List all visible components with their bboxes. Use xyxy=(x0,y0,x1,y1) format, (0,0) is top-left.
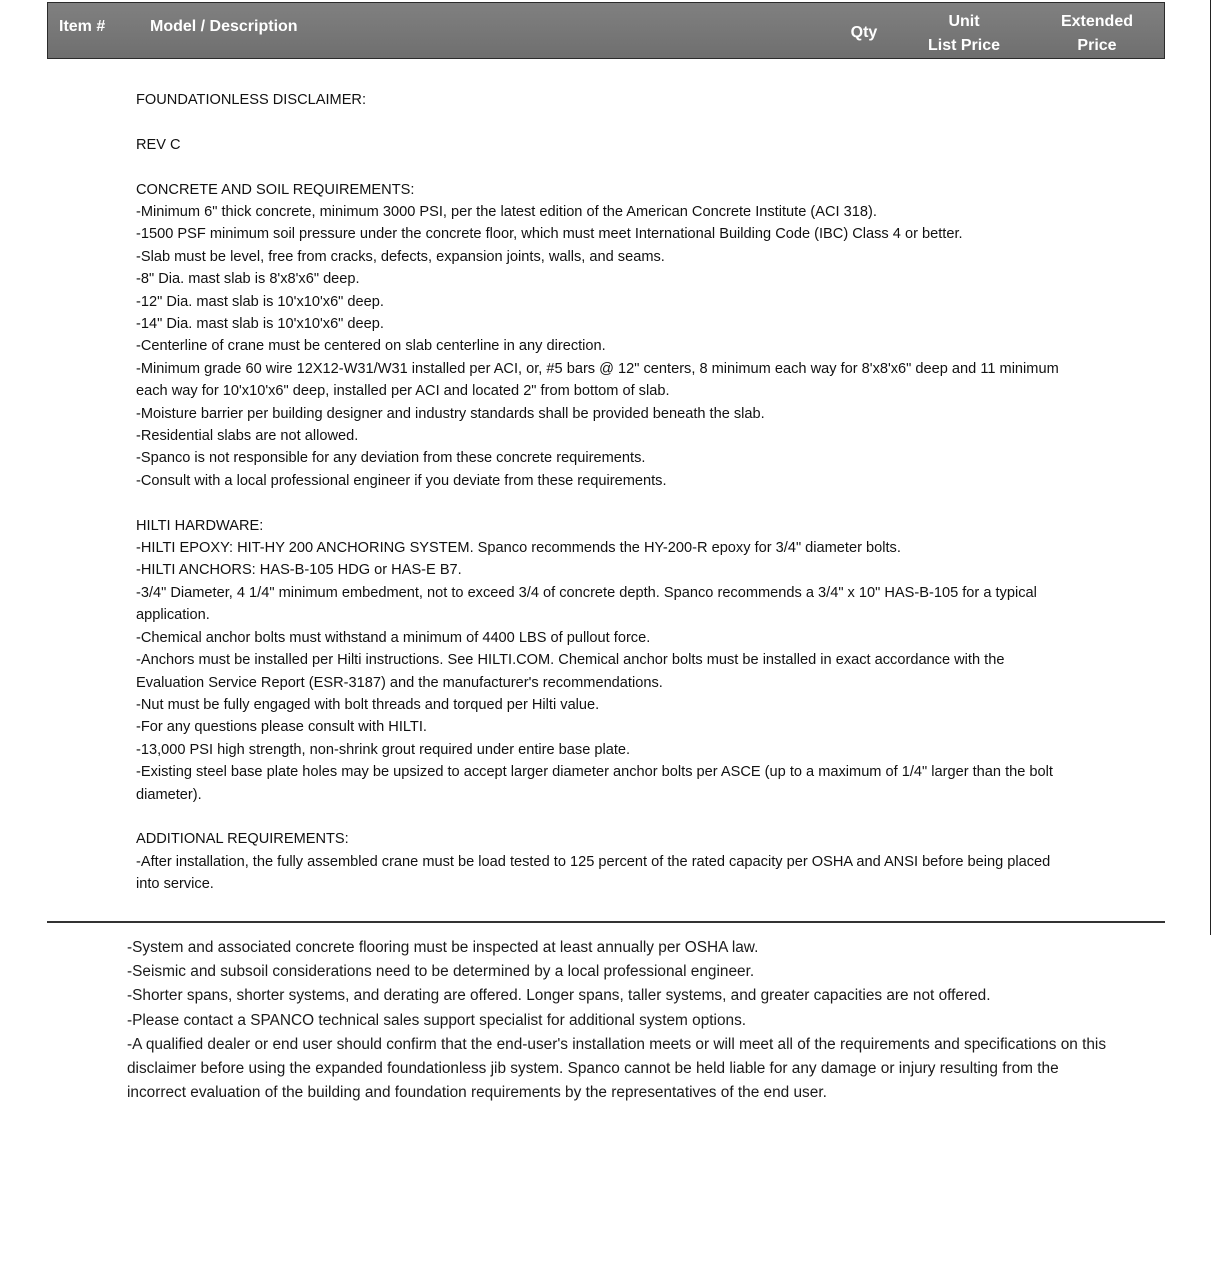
header-unit-list-price xyxy=(908,10,1020,58)
additional-heading: ADDITIONAL REQUIREMENTS: xyxy=(136,831,349,848)
hilti-heading: HILTI HARDWARE: xyxy=(136,517,264,534)
concrete-line: -1500 PSF minimum soil pressure under the concrete floor, which must meet International Building Code (IBC) Class 4 or better. xyxy=(136,226,963,243)
footer-line: -System and associated concrete flooring must be inspected at least annually per OSHA law. xyxy=(127,939,759,956)
concrete-line: -Centerline of crane must be centered on slab centerline in any direction. xyxy=(136,338,606,355)
table-header xyxy=(47,2,1165,59)
header-unit-line1: Unit xyxy=(948,13,980,30)
hilti-line: -Existing steel base plate holes may be upsized to accept larger diameter anchor bolts per ASCE (up to a maximum of 1/4" larger than the bolt diameter). xyxy=(136,764,1053,803)
footer-line: -Please contact a SPANCO technical sales support specialist for additional system options. xyxy=(127,1011,747,1029)
header-qty: Qty xyxy=(850,24,878,41)
disclaimer-title: FOUNDATIONLESS DISCLAIMER: xyxy=(136,92,367,108)
hilti-line: -HILTI ANCHORS: HAS-B-105 HDG or HAS-E B7. xyxy=(136,562,462,579)
concrete-line: -Minimum 6" thick concrete, minimum 3000 PSI, per the latest edition of the American Concrete Institute (ACI 318). xyxy=(136,204,877,220)
disclaimer-body xyxy=(136,89,1076,896)
hilti-line: -Nut must be fully engaged with bolt threads and torqued per Hilti value. xyxy=(136,696,600,713)
header-ext-line2: Price xyxy=(1077,37,1117,54)
hilti-line: -3/4" Diameter, 4 1/4" minimum embedment, not to exceed 3/4 of concrete depth. Spanco recommends a 3/4" x 10" HAS-B-105 for a typical application. xyxy=(136,584,1037,624)
section-divider xyxy=(47,921,1165,923)
concrete-line: -12" Dia. mast slab is 10'x10'x6" deep. xyxy=(136,293,384,310)
hilti-line: -Anchors must be installed per Hilti instructions. See HILTI.COM. Chemical anchor bolts must be installed in exact accordance with the Evaluation Service Report (ESR-3187) and the manufacturer's recommendations. xyxy=(136,652,1005,691)
footer-line: -Shorter spans, shorter systems, and derating are offered. Longer spans, taller systems, and greater capacities are not offered. xyxy=(127,987,991,1005)
hilti-line: -13,000 PSI high strength, non-shrink grout required under entire base plate. xyxy=(136,741,631,758)
concrete-line: -Residential slabs are not allowed. xyxy=(136,428,359,445)
concrete-line: -Slab must be level, free from cracks, defects, expansion joints, walls, and seams. xyxy=(136,248,665,265)
concrete-line: -Moisture barrier per building designer and industry standards shall be provided beneath the slab. xyxy=(136,405,765,422)
revision-label: REV C xyxy=(136,136,181,153)
hilti-line: -For any questions please consult with HILTI. xyxy=(136,719,427,736)
header-ext-line1: Extended xyxy=(1060,13,1133,30)
additional-line: -After installation, the fully assembled crane must be load tested to 125 percent of the rated capacity per OSHA and ANSI before being placed into service. xyxy=(136,853,1051,893)
concrete-heading: CONCRETE AND SOIL REQUIREMENTS: xyxy=(136,181,415,198)
header-extended-price xyxy=(1038,10,1156,58)
footer-notes xyxy=(127,936,1117,1105)
hilti-line: -Chemical anchor bolts must withstand a minimum of 4400 LBS of pullout force. xyxy=(136,629,651,646)
header-item-number: Item # xyxy=(59,18,106,35)
footer-line: -Seismic and subsoil considerations need to be determined by a local professional engineer. xyxy=(127,963,755,981)
concrete-line: -8" Dia. mast slab is 8'x8'x6" deep. xyxy=(136,271,360,288)
hilti-line: -HILTI EPOXY: HIT-HY 200 ANCHORING SYSTEM. Spanco recommends the HY-200-R epoxy for 3/4" diameter bolts. xyxy=(136,540,901,557)
header-unit-line2: List Price xyxy=(927,37,1001,54)
concrete-line: -Consult with a local professional engineer if you deviate from these requirements. xyxy=(136,472,667,489)
concrete-line: -Spanco is not responsible for any deviation from these concrete requirements. xyxy=(136,450,646,467)
footer-line: -A qualified dealer or end user should confirm that the end-user's installation meets or will meet all of the requirements and specifications on this disclaimer before using the expanded foundationless jib system. Spanco cannot be held liable for any damage or injury resulting from the incorrect evaluation of the building and foundation requirements by the representatives of the end user. xyxy=(127,1035,1107,1102)
concrete-line: -Minimum grade 60 wire 12X12-W31/W31 installed per ACI, or, #5 bars @ 12" centers, 8 minimum each way for 8'x8'x6" deep and 11 minimum each way for 10'x10'x6" deep, installed per ACI and located 2" from bottom of slab. xyxy=(136,360,1059,400)
header-model-description: Model / Description xyxy=(150,18,298,35)
concrete-line: -14" Dia. mast slab is 10'x10'x6" deep. xyxy=(136,316,384,333)
